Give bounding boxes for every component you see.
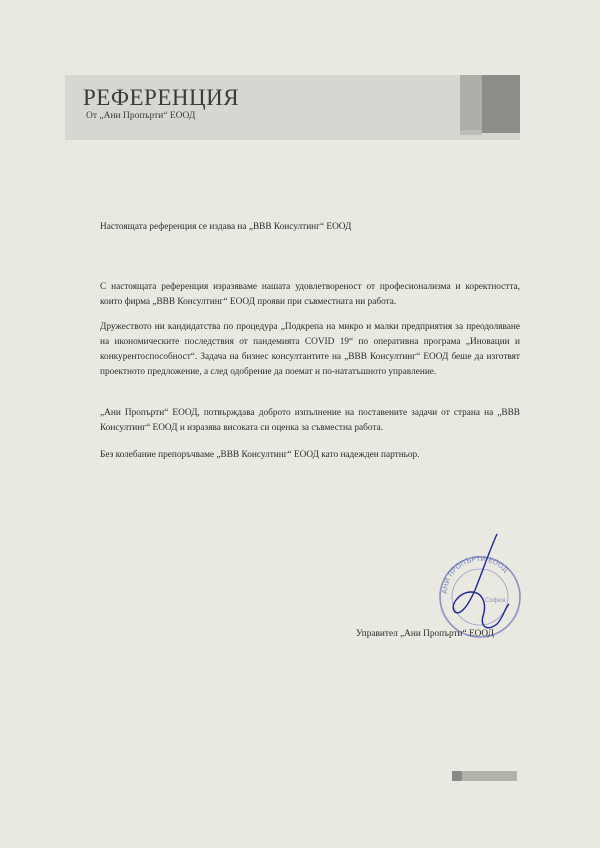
paragraph-procedure: Дружеството ни кандидатства по процедура „Подкрепа на микро и малки предприятия за преодоляване на икономическите последствия от пандемията COVID 19“ по оперативна програма „Иновации и конкурентоспособност“. Задача на бизнес консултантите на „ВВВ Консултинг“ ЕООД беше да изготвят проектното предложение, а след одобрение да поемат и по-нататъшното управление. — [100, 322, 520, 377]
paragraph-confirmation: „Ани Пропърти“ ЕООД, потвърждава доброто изпълнение на поставените задачи от страна на „ВВВ Консултинг“ ЕООД и изразява високата си оценка за съвместна работа. — [100, 408, 520, 433]
footer-decor-dark — [452, 771, 462, 781]
footer-decor-light — [462, 771, 517, 781]
stamp-text-bottom: София — [485, 597, 506, 604]
stamp-text-top: АНИ ПРОПЪРТИ ЕООД — [440, 554, 510, 595]
intro-line: Настоящата референция се издава на „ВВВ Консултинг“ ЕООД — [100, 222, 352, 232]
signature-label: Управител „Ани Пропърти“ ЕООД — [356, 629, 494, 639]
header-decor-strip — [460, 130, 482, 135]
header-decor-block — [460, 75, 482, 130]
document-issuer: От „Ани Пропърти“ ЕООД — [86, 111, 196, 121]
document-title: РЕФЕРЕНЦИЯ — [83, 85, 240, 110]
company-stamp — [425, 532, 535, 652]
signature-scribble — [453, 534, 509, 628]
header-decor-block-dark — [482, 75, 520, 133]
paragraph-satisfaction: С настоящата референция изразяваме нашата удовлетвореност от професионализма и коректността, които фирма „ВВВ Консултинг“ ЕООД прояви при съвместната ни работа. — [100, 282, 520, 307]
paragraph-recommendation: Без колебание препоръчваме „ВВВ Консултинг“ ЕООД като надежден партньор. — [100, 450, 420, 460]
